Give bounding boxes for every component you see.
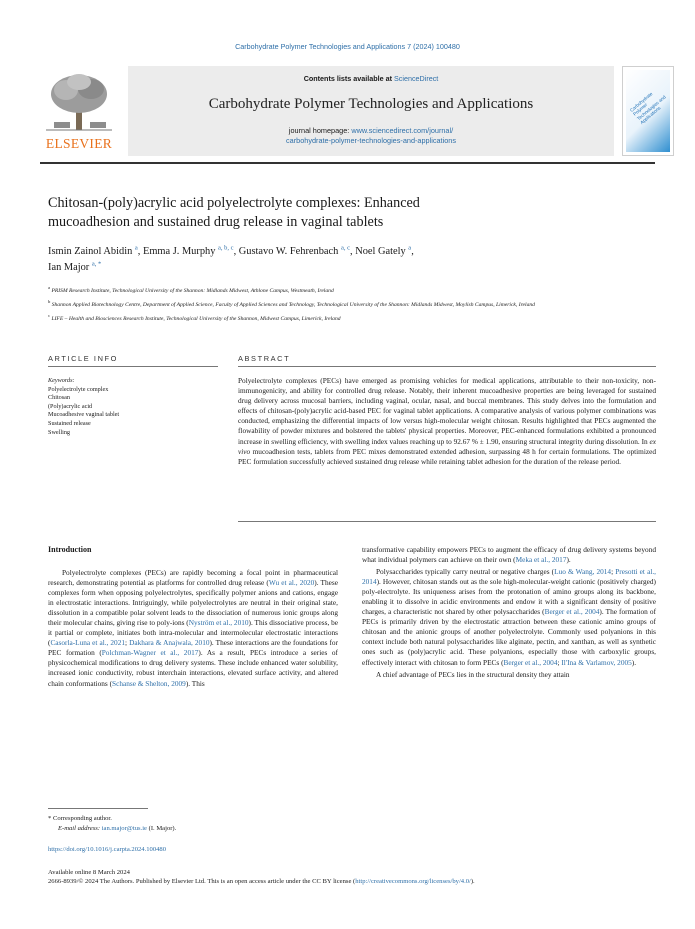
citation-link[interactable]: Dakhara & Anajwala, 2010 (129, 638, 210, 648)
homepage-prefix: journal homepage: (288, 126, 352, 135)
text-run: ). This dissociative process, be it partial or complete, initiates both intra-molecular and intermolecular electrostatic interactions ( (48, 618, 339, 648)
text-run: ; (125, 638, 130, 648)
elsevier-tree-icon (46, 72, 112, 132)
publisher-name: ELSEVIER (45, 136, 113, 151)
citation-link[interactable]: Nyström et al., 2010 (188, 618, 249, 628)
author-list: Ismin Zainol Abidin $^a$, Emma J. Murphy $^{a, b, c}$, Gustavo W. Fehrenbach $^{a, c}$, Noel Gately $^a$, Ian Major $^{a, *}$ (48, 244, 414, 273)
affiliation-text: LIFE – Health and Biosciences Research Institute, Technological University of the Shannon, Midwest Campus, Limerick, Ireland (51, 315, 341, 322)
affiliation-list (48, 283, 628, 325)
abstract-part-2: mucoadhesion tests, tablets from PEC mixes demonstrated extended adhesion, surpassing 48 h for certain formulations. The optimized PEC formulation successfully achieved sustained drug release while retaining tablet adhesion for the duration of the release period. (238, 446, 656, 466)
email-link[interactable]: ian.major@tus.ie (101, 825, 147, 832)
citation-link[interactable]: Luo & Wang, 2014 (554, 567, 612, 577)
keyword-item: Swelling (48, 428, 71, 436)
article-info-divider (48, 366, 218, 367)
author-affiliation-mark[interactable]: a, b, c (218, 244, 234, 252)
text-run: ). However, chitosan stands out as the sole high-molecular-weight cationic (positively charged) poly-electrolyte. Its uniqueness arises from the protonation of amino groups along its backbone, enabling it to dissolve in acidic environments and endow it with a significant density of positive charges, a characteristic not shared by other polysaccharides ( (362, 577, 656, 617)
affiliation-mark: b (48, 298, 51, 304)
abstract-part-1: Polyelectrolyte complexes (PECs) have emerged as promising vehicles for medical applications, attributable to their non-toxicity, non-immunogenicity, and ability for controlled drug release. Notably, their inherent mucoadhesive properties are being leveraged for sustained drug delivery across mucosal barriers, including vaginal, ocular, nasal, and buccal membranes. This study delves into the formulation and effects of chitosan-(poly)acrylic acid-based PEC for vaginal tablet applications. A comparative analysis of various polymer combinations was conducted, emphasizing the differential impacts of low versus high-molecular weight chitosan. Results highlighted that PECs augmented the flowability of powder mixtures and bolstered the tablets' physical properties. Moreover, PEC-enhanced formulations exhibited a pronounced increase in swelling efficiency, with swelling index values reaching up to 92.67 % ± 1.90, ensuring structural integrity during dissolution. In (238, 376, 656, 446)
contents-line (128, 74, 614, 83)
citation-link[interactable]: Berger et al., 2004 (503, 657, 558, 667)
journal-name: Carbohydrate Polymer Technologies and Applications (208, 96, 534, 112)
title-line-1: Chitosan-(poly)acrylic acid polyelectrolyte complexes: Enhanced (48, 195, 420, 211)
corresponding-author-footnote (48, 814, 448, 834)
body-column-right (362, 545, 656, 682)
body-column-left (48, 568, 338, 691)
text-run: ). (631, 657, 637, 667)
abstract-bottom-divider (238, 521, 656, 522)
sciencedirect-link[interactable]: ScienceDirect (393, 74, 439, 83)
affiliation-item (48, 283, 628, 296)
journal-header (40, 66, 667, 156)
introduction-heading: Introduction (48, 545, 92, 554)
doi-link[interactable]: https://doi.org/10.1016/j.carpta.2024.100480 (48, 846, 167, 853)
text-run: ). (566, 555, 571, 565)
citation-link[interactable]: Schanse & Shelton, 2009 (112, 678, 186, 688)
abstract-divider (238, 366, 656, 367)
affiliation-text: Shannon Applied Biotechnology Centre, Department of Applied Science, Faculty of Applied Sciences and Technology, Technological University of the Shannon: Midlands Midwest, Moylish Campus, Limerick, Ireland (51, 301, 535, 308)
journal-masthead (128, 66, 614, 156)
keyword-item: Polyelectrolyte complex (48, 385, 109, 393)
author-affiliation-mark[interactable]: a (134, 244, 138, 252)
header-divider (40, 162, 655, 164)
citation-link[interactable]: Il'Ina & Varlamov, 2005 (561, 657, 632, 667)
author-affiliation-mark[interactable]: a, * (91, 260, 102, 268)
text-run: Polysaccharides typically carry neutral or negative charges ( (376, 567, 555, 577)
text-run: transformative capability empowers PECs to augment the efficacy of drug delivery systems beyond what individual polymers can achieve on their own ( (362, 545, 656, 565)
affiliation-mark: a (48, 285, 51, 290)
citation-link[interactable]: Casorla-Luna et al., 2021 (50, 638, 125, 648)
citation-link[interactable]: Wu et al., 2020 (268, 578, 315, 588)
publisher-logo[interactable] (40, 66, 118, 156)
footnote-divider (48, 808, 148, 809)
email-line (48, 824, 448, 834)
license-text-end: ). (470, 878, 475, 886)
homepage-link-2[interactable]: carbohydrate-polymer-technologies-and-applications (286, 136, 456, 145)
journal-citation[interactable]: Carbohydrate Polymer Technologies and Applications 7 (2024) 100480 (235, 42, 460, 51)
abstract-italic: ex vivo (238, 436, 656, 456)
keyword-item: Sustained release (48, 419, 91, 427)
email-label: E-mail address: (58, 825, 102, 832)
journal-homepage (128, 126, 614, 146)
text-run: ). These complexes form when opposing polyelectrolytes, specifically polymer anions and cations, engage in electrostatic interactions. Intriguingly, while polyelectrolytes are neutral in their original state, dissolution in a compatible polar solvent leads to the dissociation of numerous ionic groups along their molecular chains, giving rise to poly-ions ( (48, 578, 338, 628)
affiliation-item (48, 297, 628, 310)
affiliation-item (48, 311, 628, 324)
paragraph (362, 545, 656, 565)
paragraph (48, 568, 338, 689)
abstract-text (238, 376, 656, 467)
keywords-label: Keywords: (48, 377, 75, 384)
text-run: ; (557, 657, 562, 667)
paragraph: A chief advantage of PECs lies in the structural density they attain (376, 669, 570, 679)
abstract-heading: ABSTRACT (238, 354, 291, 363)
article-title (48, 194, 608, 232)
author-name[interactable]: Noel Gately (355, 246, 406, 257)
contents-prefix: Contents lists available at (303, 74, 394, 83)
email-suffix: (I. Major). (146, 825, 177, 832)
journal-cover-thumbnail[interactable] (622, 66, 674, 156)
keyword-item: Chitosan (48, 394, 71, 402)
license-link[interactable]: http://creativecommons.org/licenses/by/4.0/ (355, 878, 471, 886)
author-name[interactable]: Emma J. Murphy (142, 246, 216, 257)
keyword-list (48, 377, 218, 437)
citation-link[interactable]: Berger et al., 2004 (544, 607, 600, 617)
author-affiliation-mark[interactable]: a (408, 244, 412, 252)
citation-link[interactable]: Polchman-Wagner et al., 2017 (101, 648, 199, 658)
text-run: ; (611, 567, 616, 577)
article-info-heading: ARTICLE INFO (48, 354, 118, 363)
paragraph (362, 567, 656, 667)
text-run: ). As a result, PECs introduce a series of physicochemical modifications to drug delivery systems. These include enhanced water solubility, increased ionic conductivity, robust interchain interactions, elevated surface activity, and altered chain conformations ( (48, 648, 338, 688)
affiliation-text: PRISM Research Institute, Technological University of the Shannon: Midlands Midwest, Athlone Campus, Westmeath, Ireland (51, 287, 334, 294)
text-run: Polyelectrolyte complexes (PECs) are rapidly becoming a focal point in pharmaceutical research, demonstrating potential as platforms for controlled drug release ( (48, 568, 338, 588)
keyword-item: Mucoadhesive vaginal tablet (48, 411, 120, 419)
affiliation-mark: c (48, 312, 51, 318)
citation-link[interactable]: Presotti et al., 2014 (362, 567, 656, 587)
text-run: ). The formation of PECs is primarily driven by the electrostatic attraction between these cationic amino groups of chitosan and the anionic groups of another polyelectrolyte. Commonly used polyanions in this context include both natural polysaccharides like alginate, pectin, and xanthan, as well as synthetic ones such as (poly)acrylic acid. These polyanions, especially those with carboxylic groups, effectively interact with chitosan to form PECs ( (362, 607, 657, 667)
title-line-2: mucoadhesion and sustained drug release in vaginal tablets (48, 214, 384, 230)
author-name[interactable]: Ismin Zainol Abidin (48, 246, 133, 257)
homepage-link-1[interactable]: www.sciencedirect.com/journal/ (351, 126, 454, 135)
author-name[interactable]: Ian Major (48, 261, 90, 273)
available-online: Available online 8 March 2024 (48, 869, 130, 876)
corresponding-author: * Corresponding author. (48, 815, 112, 822)
author-name[interactable]: Gustavo W. Fehrenbach (238, 246, 339, 257)
keyword-item: (Poly)acrylic acid (48, 402, 93, 410)
cover-title: Carbohydrate Polymer Technologies and Applications (629, 91, 667, 126)
citation-link[interactable]: Meka et al., 2017 (515, 555, 567, 565)
text-run: ). These interactions are the foundations for PEC formation ( (48, 638, 338, 658)
license-line (48, 877, 668, 886)
license-text: 2666-8939/© 2024 The Authors. Published by Elsevier Ltd. This is an open access article under the CC BY license ( (48, 878, 356, 886)
author-affiliation-mark[interactable]: a, c (340, 244, 350, 252)
publication-info (48, 868, 668, 887)
text-run: ). This (185, 678, 205, 688)
